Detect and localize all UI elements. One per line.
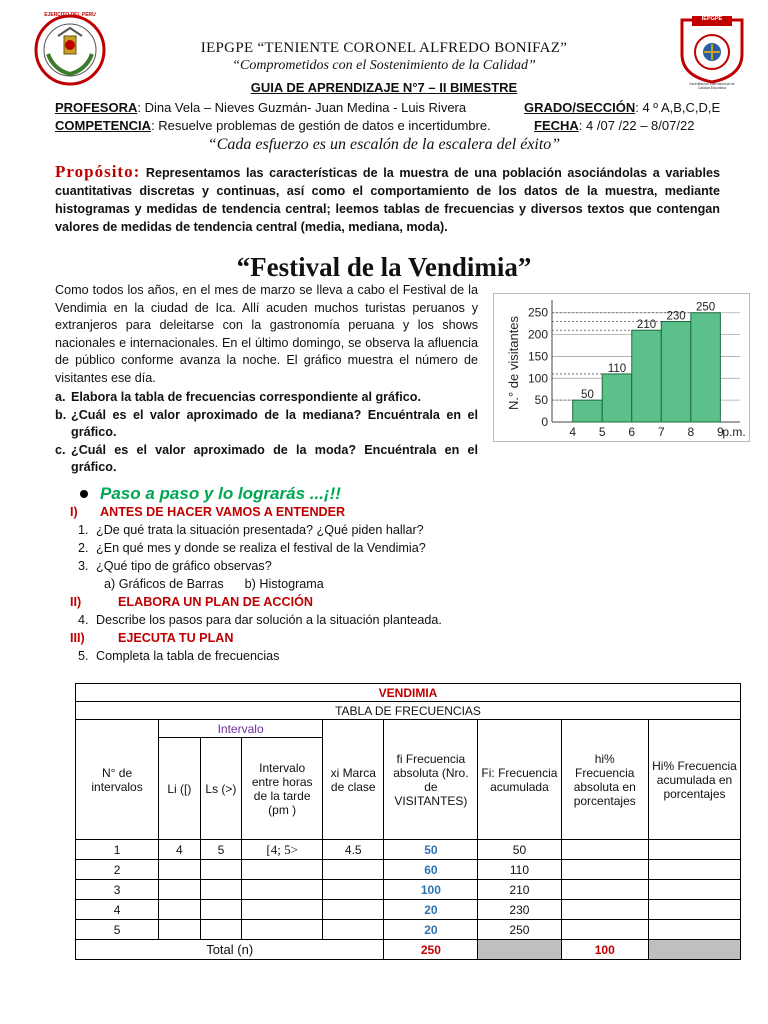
cell-Hi	[648, 920, 740, 940]
total-hi: 100	[561, 940, 648, 960]
question-text: Elabora la tabla de frecuencias correspondiente al gráfico.	[71, 390, 421, 404]
cell-interval: [4; 5>	[242, 840, 323, 860]
teacher-label: PROFESORA	[55, 100, 138, 115]
cell-Fi: 210	[478, 880, 561, 900]
date-row	[534, 118, 694, 133]
cell-li: 4	[159, 840, 201, 860]
x-tick-label: 5	[598, 425, 606, 439]
cell-hi	[561, 840, 648, 860]
step-item: 3. ¿Qué tipo de gráfico observas?	[78, 559, 272, 573]
cell-li	[159, 920, 201, 940]
section-3-title: EJECUTA TU PLAN	[118, 631, 234, 645]
cell-n: 3	[76, 880, 159, 900]
cell-interval	[242, 920, 323, 940]
header-ls: Ls (>)	[200, 738, 242, 840]
army-logo-text: EJERCITO DEL PERU	[44, 12, 96, 18]
table-row	[76, 880, 741, 900]
frequency-table	[75, 683, 741, 960]
question-item	[55, 442, 478, 477]
purpose-text: Representamos las características de la muestra de una población asociándolas a variables cuantitativas discretas y continuas, así como el comportamiento de los datos de la muestra, mediante histogramas y medidas de tendencia central; leemos tablas de frecuencias y diversos textos que contengan valores de medidas de tendencia central (media, mediana, moda).	[55, 166, 721, 234]
section-3-heading: III) EJECUTA TU PLAN	[70, 631, 234, 645]
header-xi: xi Marca de clase	[323, 720, 384, 840]
date-label: FECHA	[534, 118, 579, 133]
cell-n: 2	[76, 860, 159, 880]
cell-Fi: 230	[478, 900, 561, 920]
table-row	[76, 860, 741, 880]
cell-hi	[561, 860, 648, 880]
cell-Hi	[648, 860, 740, 880]
y-tick-label: 200	[527, 327, 548, 342]
date-value: : 4 /07 /22 – 8/07/22	[578, 118, 695, 133]
cell-n: 4	[76, 900, 159, 920]
cell-Hi	[648, 840, 740, 860]
competence-row	[55, 118, 491, 133]
x-axis-label: p.m.	[722, 425, 746, 439]
cell-ls	[200, 880, 242, 900]
school-name: IEPGPE “TENIENTE CORONEL ALFREDO BONIFAZ”	[200, 40, 568, 56]
cell-Hi	[648, 900, 740, 920]
section-2-heading: II) ELABORA UN PLAN DE ACCIÓN	[70, 595, 313, 609]
bar-value-label: 230	[666, 310, 686, 323]
cell-xi	[323, 900, 384, 920]
y-tick-label: 0	[541, 415, 548, 429]
cell-ls	[200, 900, 242, 920]
header-li: Li ([)	[159, 738, 201, 840]
grade-value: : 4 º A,B,C,D,E	[635, 100, 721, 115]
cell-Fi: 250	[478, 920, 561, 940]
total-Hi-empty	[648, 940, 740, 960]
y-tick-label: 100	[527, 371, 548, 386]
histogram-bar	[661, 321, 691, 422]
cell-fi: 50	[384, 840, 478, 860]
histogram-bar	[691, 313, 721, 422]
bar-value-label: 110	[607, 362, 627, 375]
total-Fi-empty	[478, 940, 561, 960]
table-subtitle: TABLA DE FRECUENCIAS	[76, 702, 741, 720]
table-title: VENDIMIA	[76, 684, 741, 702]
cell-n: 5	[76, 920, 159, 940]
cell-ls: 5	[200, 840, 242, 860]
cell-hi	[561, 920, 648, 940]
header-interval-group: Intervalo	[159, 720, 323, 738]
graph-type-options: a) Gráficos de Barras b) Histograma	[104, 577, 324, 591]
table-row	[76, 920, 741, 940]
cell-Hi	[648, 880, 740, 900]
cell-ls	[200, 860, 242, 880]
bullet-icon	[80, 490, 88, 498]
y-axis-label: N.° de visitantes	[506, 315, 521, 411]
table-row	[76, 900, 741, 920]
x-tick-label: 9	[717, 425, 724, 439]
cell-interval	[242, 860, 323, 880]
section-1-title: ANTES DE HACER VAMOS A ENTENDER	[100, 505, 346, 519]
main-title: “Festival de la Vendimia”	[236, 252, 532, 282]
histogram-chart	[493, 293, 750, 442]
cell-fi: 100	[384, 880, 478, 900]
cell-fi: 20	[384, 920, 478, 940]
histogram-bar	[632, 330, 662, 422]
bar-value-label: 250	[696, 301, 716, 314]
cell-hi	[561, 880, 648, 900]
story-paragraph: Como todos los años, en el mes de marzo se lleva a cabo el Festival de la Vendimia en la ciudad de Ica. Allí acuden muchos turistas peruanos y extranjeros para deleitarse con la gastronomía peruana y los shows nacionales e internacionales. En el último domingo, se observa la afluencia de público conforme avanza la noche. El gráfico muestra el número de visitantes ese día.	[55, 283, 478, 385]
bar-value-label: 50	[581, 389, 594, 402]
cell-xi	[323, 860, 384, 880]
question-number: a.	[55, 390, 66, 404]
header-Fi: Fi: Frecuencia acumulada	[478, 720, 561, 840]
section-2-title: ELABORA UN PLAN DE ACCIÓN	[118, 595, 313, 609]
y-tick-label: 50	[534, 393, 548, 408]
school-crest-text: IEPGPE	[701, 16, 723, 22]
cell-ls	[200, 920, 242, 940]
x-tick-label: 4	[569, 425, 577, 439]
cell-Fi: 50	[478, 840, 561, 860]
bar-value-label: 210	[636, 319, 657, 332]
header-Hi: Hi% Frecuencia acumulada en porcentajes	[648, 720, 740, 840]
section-1-heading: I) ANTES DE HACER VAMOS A ENTENDER	[70, 505, 346, 519]
question-list	[55, 389, 478, 477]
step-item: 4. Describe los pasos para dar solución a la situación planteada.	[78, 613, 442, 627]
question-text: ¿Cuál es el valor aproximado de la mediana? Encuéntrala en el gráfico.	[71, 407, 478, 439]
step-item: 1. ¿De qué trata la situación presentada? ¿Qué piden hallar?	[78, 523, 424, 537]
question-text: ¿Cuál es el valor aproximado de la moda? Encuéntrala en el gráfico.	[71, 442, 478, 474]
purpose-label: Propósito:	[55, 162, 141, 181]
competence-label: COMPETENCIA	[55, 118, 152, 133]
cell-Fi: 110	[478, 860, 561, 880]
question-item	[55, 407, 478, 442]
histogram-svg	[494, 294, 749, 441]
x-tick-label: 7	[657, 425, 665, 439]
cell-xi	[323, 920, 384, 940]
header-fi: fi Frecuencia absoluta (Nro. de VISITANTES)	[384, 720, 478, 840]
step-banner: Paso a paso y lo lograrás ...¡!!	[100, 484, 341, 503]
cell-interval	[242, 880, 323, 900]
cell-li	[159, 860, 201, 880]
teacher-value: : Dina Vela – Nieves Guzmán- Juan Medina - Luis Rivera	[137, 100, 467, 115]
steps-list	[70, 503, 442, 665]
cell-xi	[323, 880, 384, 900]
competence-value: : Resuelve problemas de gestión de datos e incertidumbre.	[151, 118, 491, 133]
x-tick-label: 6	[628, 425, 636, 439]
grade-label: GRADO/SECCIÓN	[524, 100, 636, 115]
grade-row	[524, 100, 720, 115]
school-motto: “Comprometidos con el Sostenimiento de la Calidad”	[232, 58, 536, 73]
step-item: 2. ¿En qué mes y donde se realiza el festival de la Vendimia?	[78, 541, 426, 555]
cell-interval	[242, 900, 323, 920]
y-tick-label: 150	[527, 349, 548, 364]
histogram-bar	[573, 400, 603, 422]
total-fi: 250	[384, 940, 478, 960]
step-item: 5. Completa la tabla de frecuencias	[78, 649, 280, 663]
cell-fi: 60	[384, 860, 478, 880]
total-label: Total (n)	[76, 940, 384, 960]
purpose-paragraph	[55, 163, 720, 236]
guide-title: GUIA DE APRENDIZAJE N°7 – II BIMESTRE	[250, 80, 518, 95]
cell-hi	[561, 900, 648, 920]
question-number: c.	[55, 442, 66, 457]
histogram-bar	[602, 374, 632, 422]
cell-li	[159, 880, 201, 900]
school-crest-caption: Acreditación Internacional de Calidad Educativa	[689, 82, 735, 90]
y-tick-label: 250	[527, 305, 548, 320]
table-row	[76, 840, 741, 860]
header-interval: Intervalo entre horas de la tarde (pm )	[242, 738, 323, 840]
motivational-quote: “Cada esfuerzo es un escalón de la escalera del éxito”	[207, 136, 561, 153]
cell-n: 1	[76, 840, 159, 860]
cell-xi: 4.5	[323, 840, 384, 860]
teacher-row	[55, 100, 466, 115]
header-n: N° de intervalos	[76, 720, 159, 840]
question-item	[55, 389, 478, 407]
header-hi: hi% Frecuencia absoluta en porcentajes	[561, 720, 648, 840]
x-tick-label: 8	[687, 425, 695, 439]
cell-li	[159, 900, 201, 920]
question-number: b.	[55, 407, 67, 422]
cell-fi: 20	[384, 900, 478, 920]
